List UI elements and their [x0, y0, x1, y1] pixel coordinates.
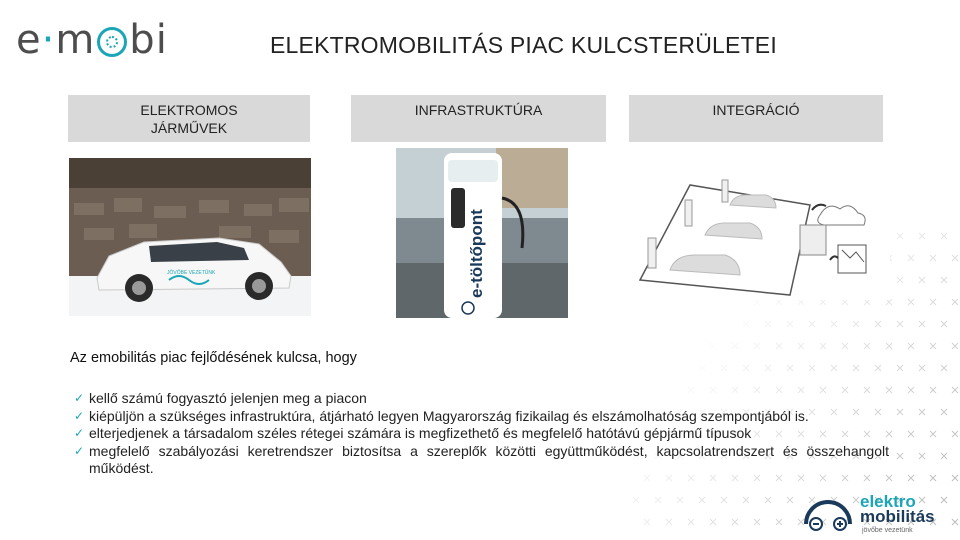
list-item	[74, 425, 889, 443]
category-box-integration	[629, 95, 883, 142]
pattern-cross	[908, 387, 914, 393]
pattern-cross	[798, 343, 804, 349]
pattern-cross	[919, 321, 925, 327]
pattern-cross	[743, 365, 749, 371]
pattern-cross	[919, 233, 925, 239]
pattern-cross	[952, 519, 958, 525]
pattern-cross	[853, 321, 859, 327]
pattern-cross	[930, 475, 936, 481]
pattern-cross	[897, 365, 903, 371]
list-item	[74, 390, 889, 408]
pattern-cross	[809, 321, 815, 327]
pattern-cross	[721, 365, 727, 371]
pattern-cross	[952, 255, 958, 261]
brand-line1: elektro	[860, 492, 916, 511]
list-item	[74, 408, 889, 426]
list-item	[74, 443, 889, 478]
logo-suffix: bi	[129, 17, 168, 63]
pattern-cross	[941, 321, 947, 327]
pattern-cross	[688, 519, 694, 525]
pattern-cross	[897, 321, 903, 327]
category-label-line1: INFRASTRUKTÚRA	[414, 102, 543, 118]
pattern-cross	[710, 519, 716, 525]
pattern-cross	[919, 277, 925, 283]
category-label-line2: JÁRMŰVEK	[150, 120, 228, 136]
pattern-cross	[875, 365, 881, 371]
category-label-line1: INTEGRÁCIÓ	[712, 102, 800, 118]
page-title: ELEKTROMOBILITÁS PIAC KULCSTERÜLETEI	[270, 32, 777, 58]
pattern-cross	[743, 497, 749, 503]
key-points-list	[74, 390, 889, 478]
pattern-cross	[930, 255, 936, 261]
intro-text: Az emobilitás piac fejlődésének kulcsa, hogy	[70, 350, 357, 366]
logo-letter-m: m	[55, 17, 96, 63]
brand-line2: mobilitás	[860, 507, 935, 526]
pattern-cross	[908, 343, 914, 349]
electric-car-photo	[69, 158, 311, 316]
pattern-cross	[897, 453, 903, 459]
pattern-cross	[941, 409, 947, 415]
pattern-cross	[941, 497, 947, 503]
pattern-cross	[644, 519, 650, 525]
category-label-line1: ELEKTROMOS	[140, 102, 238, 118]
pattern-cross	[776, 343, 782, 349]
charging-network-diagram-icon	[630, 160, 890, 300]
pattern-cross	[908, 299, 914, 305]
pattern-cross	[897, 409, 903, 415]
pattern-cross	[952, 431, 958, 437]
pattern-cross	[732, 343, 738, 349]
pattern-cross	[908, 255, 914, 261]
integration-diagram	[630, 160, 890, 300]
pattern-cross	[710, 343, 716, 349]
pattern-cross	[699, 365, 705, 371]
pattern-cross	[743, 321, 749, 327]
pattern-cross	[732, 519, 738, 525]
brand-tagline: jövőbe vezetünk	[862, 527, 913, 534]
pattern-cross	[919, 453, 925, 459]
pattern-cross	[930, 387, 936, 393]
pattern-cross	[809, 365, 815, 371]
pattern-cross	[765, 321, 771, 327]
check-icon: ✓	[74, 426, 85, 440]
logo-dot: ·	[41, 17, 56, 63]
check-icon: ✓	[74, 391, 85, 405]
pattern-cross	[655, 497, 661, 503]
pattern-cross	[831, 365, 837, 371]
check-icon: ✓	[74, 408, 85, 423]
pattern-cross	[952, 343, 958, 349]
emobi-logo	[16, 18, 168, 62]
pattern-cross	[765, 497, 771, 503]
pattern-cross	[930, 299, 936, 305]
pattern-cross	[908, 475, 914, 481]
list-item-text: kiépüljön a szükséges infrastruktúra, átjárható legyen Magyarország fizikailag és elszámolhatóság szempontjából is.	[89, 407, 809, 424]
pattern-cross	[919, 409, 925, 415]
pattern-cross	[666, 519, 672, 525]
pattern-cross	[787, 321, 793, 327]
pattern-cross	[820, 343, 826, 349]
category-box-vehicles	[68, 95, 310, 142]
pattern-cross	[919, 497, 925, 503]
pattern-cross	[952, 387, 958, 393]
pattern-cross	[941, 453, 947, 459]
logo-wheel-icon	[97, 27, 127, 57]
list-item-text: kellő számú fogyasztó jelenjen meg a piacon	[89, 390, 367, 406]
pattern-cross	[886, 343, 892, 349]
charger-brand-text: e-töltőpont	[467, 209, 486, 298]
pattern-cross	[721, 497, 727, 503]
list-item-text: megfelelő szabályozási keretrendszer biztosítsa a szereplők közötti együttműködést, kapcsolatrendszert és összehangolt működést.	[89, 442, 889, 476]
list-item-text: elterjedjenek a társadalom széles rétegei számára is megfizethető és megfelelő hatótávú gépjármű típusok	[89, 425, 752, 441]
pattern-cross	[765, 365, 771, 371]
pattern-cross	[930, 431, 936, 437]
charging-station-photo	[396, 148, 568, 318]
pattern-cross	[677, 497, 683, 503]
pattern-cross	[754, 343, 760, 349]
pattern-cross	[787, 497, 793, 503]
pattern-cross	[908, 431, 914, 437]
pattern-cross	[831, 321, 837, 327]
pattern-cross	[897, 233, 903, 239]
pattern-cross	[930, 343, 936, 349]
pattern-cross	[952, 299, 958, 305]
pattern-cross	[941, 233, 947, 239]
car-decal-text: JÖVŐBE VEZETÜNK	[167, 270, 216, 276]
pattern-cross	[754, 519, 760, 525]
plug-icon	[800, 494, 856, 534]
pattern-cross	[952, 475, 958, 481]
pattern-cross	[875, 321, 881, 327]
pattern-cross	[787, 365, 793, 371]
category-box-infrastructure	[351, 95, 606, 142]
logo-letter-e: e	[16, 17, 42, 63]
pattern-cross	[853, 365, 859, 371]
pattern-cross	[941, 365, 947, 371]
pattern-cross	[776, 519, 782, 525]
pattern-cross	[699, 497, 705, 503]
pattern-cross	[897, 277, 903, 283]
pattern-cross	[633, 497, 639, 503]
pattern-cross	[864, 343, 870, 349]
check-icon: ✓	[74, 443, 85, 458]
pattern-cross	[842, 343, 848, 349]
pattern-cross	[941, 277, 947, 283]
pattern-cross	[919, 365, 925, 371]
